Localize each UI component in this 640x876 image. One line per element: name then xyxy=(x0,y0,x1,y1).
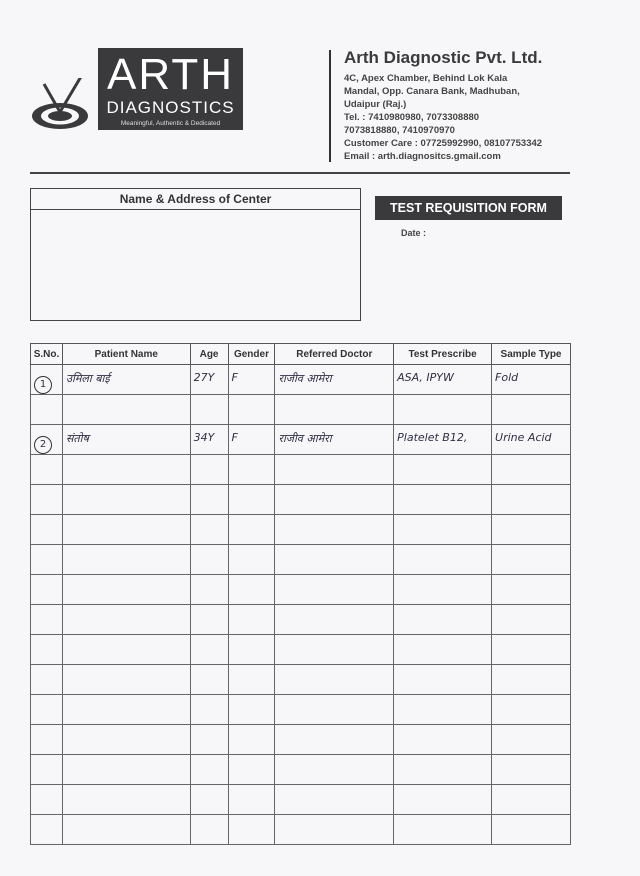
table-row-blank xyxy=(31,635,571,665)
table-row-blank xyxy=(31,695,571,725)
form-title: TEST REQUISITION FORM xyxy=(375,196,562,220)
cell-test-prescribe[interactable] xyxy=(394,455,492,485)
cell-test-prescribe[interactable] xyxy=(394,605,492,635)
cell-test-prescribe[interactable] xyxy=(394,785,492,815)
cell-age[interactable] xyxy=(190,815,228,845)
table-row xyxy=(31,395,571,425)
cell-sno-value: 2 xyxy=(34,436,52,454)
header-gender: Gender xyxy=(228,344,275,365)
cell-gender[interactable] xyxy=(228,395,275,425)
table-row-blank xyxy=(31,485,571,515)
cell-gender[interactable] xyxy=(228,485,275,515)
cell-patient-name[interactable] xyxy=(62,545,190,575)
cell-patient-name[interactable] xyxy=(62,365,190,395)
cell-patient-name[interactable] xyxy=(62,755,190,785)
table-header-row xyxy=(31,344,571,365)
cell-test-prescribe[interactable] xyxy=(394,365,492,395)
cell-sno[interactable] xyxy=(31,365,63,395)
logo-subname: DIAGNOSTICS xyxy=(106,98,235,117)
cell-patient-name[interactable] xyxy=(62,455,190,485)
cell-referred-doctor[interactable] xyxy=(275,725,394,755)
patient-table xyxy=(30,343,571,845)
cell-sample-type[interactable] xyxy=(492,755,571,785)
cell-test-prescribe[interactable] xyxy=(394,665,492,695)
email: Email : arth.diagnositcs.gmail.com xyxy=(344,151,501,162)
cell-patient-name[interactable] xyxy=(62,515,190,545)
cell-referred-doctor[interactable] xyxy=(275,815,394,845)
cell-referred-doctor[interactable] xyxy=(275,395,394,425)
table-row xyxy=(31,425,571,455)
cell-sno[interactable] xyxy=(31,755,63,785)
cell-gender[interactable] xyxy=(228,515,275,545)
cell-sample-type[interactable] xyxy=(492,665,571,695)
table-row-blank xyxy=(31,455,571,485)
cell-test-prescribe[interactable] xyxy=(394,395,492,425)
cell-gender[interactable] xyxy=(228,545,275,575)
cell-test-prescribe[interactable] xyxy=(394,425,492,455)
logo-tagline: Meaningful, Authentic & Dedicated xyxy=(120,120,221,127)
cell-patient-name[interactable] xyxy=(62,815,190,845)
cell-patient-name[interactable] xyxy=(62,785,190,815)
company-name: Arth Diagnostic Pvt. Ltd. xyxy=(344,48,543,67)
cell-referred-doctor[interactable] xyxy=(275,635,394,665)
tel-line: Tel. : 7410980980, 7073308880 xyxy=(344,112,480,123)
table-row-blank xyxy=(31,725,571,755)
cell-sno[interactable] xyxy=(31,605,63,635)
cell-age[interactable] xyxy=(190,545,228,575)
header-sno: S.No. xyxy=(31,344,63,365)
cell-sample-type-value: Fold xyxy=(495,371,519,384)
center-address-box[interactable] xyxy=(30,188,361,321)
cell-patient-name[interactable] xyxy=(62,395,190,425)
address-line: 4C, Apex Chamber, Behind Lok Kala xyxy=(344,73,508,84)
cell-sno[interactable] xyxy=(31,575,63,605)
cell-referred-doctor[interactable] xyxy=(275,755,394,785)
cell-patient-name-value: संतोष xyxy=(65,432,89,445)
cell-gender[interactable] xyxy=(228,695,275,725)
cell-patient-name[interactable] xyxy=(62,485,190,515)
date-label: Date : xyxy=(401,228,427,238)
cell-referred-doctor[interactable] xyxy=(275,785,394,815)
cell-sample-type[interactable] xyxy=(492,605,571,635)
header-rule xyxy=(30,172,570,174)
cell-sno[interactable] xyxy=(31,665,63,695)
cell-age[interactable] xyxy=(190,515,228,545)
cell-referred-doctor-value: राजीव आमेरा xyxy=(278,432,332,445)
cell-gender[interactable] xyxy=(228,575,275,605)
cell-test-prescribe[interactable] xyxy=(394,545,492,575)
table-row-blank xyxy=(31,605,571,635)
cell-sno[interactable] xyxy=(31,425,63,455)
center-box-title: Name & Address of Center xyxy=(31,189,360,210)
cell-sample-type[interactable] xyxy=(492,725,571,755)
cell-age[interactable] xyxy=(190,785,228,815)
header-age: Age xyxy=(190,344,228,365)
tel-line: 7073818880, 7410970970 xyxy=(344,125,455,136)
logo-box xyxy=(98,48,243,130)
cell-referred-doctor[interactable] xyxy=(275,545,394,575)
cell-gender-value: F xyxy=(231,431,238,444)
table-row-blank xyxy=(31,665,571,695)
cell-patient-name[interactable] xyxy=(62,575,190,605)
cell-age[interactable] xyxy=(190,575,228,605)
cell-sample-type[interactable] xyxy=(492,455,571,485)
cell-sample-type-value: Urine Acid xyxy=(495,431,552,444)
table-row-blank xyxy=(31,755,571,785)
cell-referred-doctor[interactable] xyxy=(275,485,394,515)
cell-test-prescribe[interactable] xyxy=(394,725,492,755)
cell-sample-type[interactable] xyxy=(492,425,571,455)
table-row-blank xyxy=(31,515,571,545)
cell-referred-doctor-value: राजीव आमेरा xyxy=(278,372,332,385)
cell-test-prescribe-value: ASA, IPYW xyxy=(397,371,454,384)
cell-gender[interactable] xyxy=(228,365,275,395)
cell-sno[interactable] xyxy=(31,815,63,845)
cell-sample-type[interactable] xyxy=(492,695,571,725)
cell-age[interactable] xyxy=(190,455,228,485)
cell-test-prescribe[interactable] xyxy=(394,515,492,545)
table-row xyxy=(31,365,571,395)
cell-referred-doctor[interactable] xyxy=(275,365,394,395)
table-row-blank xyxy=(31,785,571,815)
cell-test-prescribe[interactable] xyxy=(394,755,492,785)
cell-age[interactable] xyxy=(190,425,228,455)
table-row-blank xyxy=(31,575,571,605)
cell-sample-type[interactable] xyxy=(492,575,571,605)
cell-patient-name[interactable] xyxy=(62,695,190,725)
cell-referred-doctor[interactable] xyxy=(275,665,394,695)
cell-referred-doctor[interactable] xyxy=(275,515,394,545)
cell-sno[interactable] xyxy=(31,695,63,725)
address-line: Mandal, Opp. Canara Bank, Madhuban, xyxy=(344,86,520,97)
cell-sample-type[interactable] xyxy=(492,515,571,545)
table-row-blank xyxy=(31,815,571,845)
target-check-icon xyxy=(30,78,94,134)
cell-patient-name[interactable] xyxy=(62,605,190,635)
cell-test-prescribe[interactable] xyxy=(394,695,492,725)
cell-gender[interactable] xyxy=(228,725,275,755)
cell-sample-type[interactable] xyxy=(492,815,571,845)
cell-patient-name[interactable] xyxy=(62,425,190,455)
cell-referred-doctor[interactable] xyxy=(275,455,394,485)
cell-sno[interactable] xyxy=(31,395,63,425)
table-row-blank xyxy=(31,545,571,575)
cell-patient-name-value: उमिला बाई xyxy=(65,372,110,385)
company-logo xyxy=(30,48,245,136)
cell-gender[interactable] xyxy=(228,425,275,455)
logo-name: ARTH xyxy=(107,50,234,99)
cell-patient-name[interactable] xyxy=(62,635,190,665)
cell-sample-type[interactable] xyxy=(492,785,571,815)
cell-sno[interactable] xyxy=(31,455,63,485)
header-sample-type: Sample Type xyxy=(492,344,571,365)
cell-sample-type[interactable] xyxy=(492,395,571,425)
cell-test-prescribe[interactable] xyxy=(394,575,492,605)
cell-gender[interactable] xyxy=(228,635,275,665)
address-line: Udaipur (Raj.) xyxy=(344,99,407,110)
cell-age[interactable] xyxy=(190,755,228,785)
cell-sno[interactable] xyxy=(31,635,63,665)
cell-referred-doctor[interactable] xyxy=(275,695,394,725)
cell-age[interactable] xyxy=(190,605,228,635)
cell-age[interactable] xyxy=(190,485,228,515)
cell-sno[interactable] xyxy=(31,485,63,515)
cell-age[interactable] xyxy=(190,725,228,755)
cell-age-value: 34Y xyxy=(193,431,215,444)
cell-sno[interactable] xyxy=(31,545,63,575)
cell-age[interactable] xyxy=(190,695,228,725)
cell-sno[interactable] xyxy=(31,515,63,545)
cell-sno[interactable] xyxy=(31,725,63,755)
cell-gender[interactable] xyxy=(228,665,275,695)
cell-gender[interactable] xyxy=(228,785,275,815)
company-address xyxy=(344,72,584,163)
cell-test-prescribe[interactable] xyxy=(394,635,492,665)
cell-test-prescribe[interactable] xyxy=(394,815,492,845)
header-test-prescribe: Test Prescribe xyxy=(394,344,492,365)
cell-patient-name[interactable] xyxy=(62,665,190,695)
cell-sample-type[interactable] xyxy=(492,365,571,395)
cell-patient-name[interactable] xyxy=(62,725,190,755)
cell-age[interactable] xyxy=(190,365,228,395)
cell-gender[interactable] xyxy=(228,755,275,785)
cell-test-prescribe[interactable] xyxy=(394,485,492,515)
cell-referred-doctor[interactable] xyxy=(275,605,394,635)
cell-referred-doctor[interactable] xyxy=(275,425,394,455)
cell-sno-value: 1 xyxy=(34,376,52,394)
customer-care: Customer Care : 07725992990, 08107753342 xyxy=(344,138,543,149)
cell-sno[interactable] xyxy=(31,785,63,815)
cell-age[interactable] xyxy=(190,395,228,425)
cell-gender[interactable] xyxy=(228,605,275,635)
header-referred-doctor: Referred Doctor xyxy=(275,344,394,365)
cell-sample-type[interactable] xyxy=(492,545,571,575)
cell-age-value: 27Y xyxy=(193,371,215,384)
cell-test-prescribe-value: Platelet B12, xyxy=(397,431,468,444)
header-divider xyxy=(329,50,331,162)
cell-age[interactable] xyxy=(190,635,228,665)
cell-age[interactable] xyxy=(190,665,228,695)
cell-referred-doctor[interactable] xyxy=(275,575,394,605)
cell-sample-type[interactable] xyxy=(492,485,571,515)
cell-gender[interactable] xyxy=(228,455,275,485)
header-patient-name: Patient Name xyxy=(62,344,190,365)
cell-gender-value: F xyxy=(231,371,238,384)
cell-gender[interactable] xyxy=(228,815,275,845)
cell-sample-type[interactable] xyxy=(492,635,571,665)
